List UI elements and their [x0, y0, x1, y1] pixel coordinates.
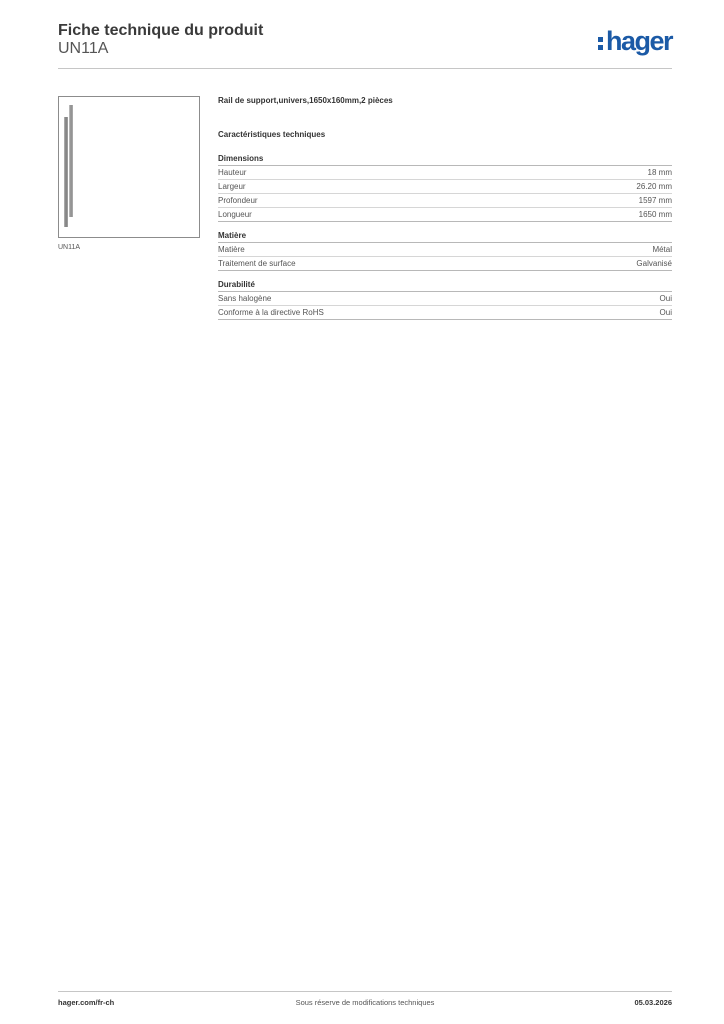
- spec-value: 1597 mm: [638, 196, 672, 205]
- spec-label: Traitement de surface: [218, 259, 296, 268]
- spec-row: [218, 243, 672, 257]
- footer-date: 05.03.2026: [634, 998, 672, 1007]
- spec-row: [218, 257, 672, 271]
- spec-label: Matière: [218, 245, 245, 254]
- spec-label: Longueur: [218, 210, 252, 219]
- header-divider: [58, 68, 672, 69]
- footer-disclaimer: Sous réserve de modifications techniques: [295, 998, 435, 1007]
- spec-row: [218, 166, 672, 180]
- spec-value: 1650 mm: [638, 210, 672, 219]
- logo-text: hager: [605, 26, 672, 56]
- spec-row: [218, 208, 672, 222]
- page-header: [58, 20, 672, 70]
- spec-value: Galvanisé: [636, 259, 672, 268]
- image-caption: UN11A: [58, 244, 81, 251]
- spec-label: Conforme à la directive RoHS: [218, 308, 324, 317]
- product-image: [58, 96, 200, 238]
- rail-icon: [64, 117, 68, 227]
- page-footer: [58, 998, 672, 1010]
- footer-website-link[interactable]: hager.com/fr-ch: [58, 998, 115, 1007]
- product-reference: UN11A: [58, 40, 109, 57]
- spec-content: [218, 96, 672, 329]
- hager-logo[interactable]: [598, 28, 672, 55]
- spec-group-material: [218, 231, 672, 271]
- spec-label: Sans halogène: [218, 294, 272, 303]
- spec-row: [218, 194, 672, 208]
- spec-label: Profondeur: [218, 196, 258, 205]
- rail-icon: [69, 105, 73, 217]
- spec-value: Oui: [659, 294, 672, 303]
- spec-value: Métal: [652, 245, 672, 254]
- group-heading: Matière: [218, 231, 672, 243]
- spec-value: Oui: [659, 308, 672, 317]
- group-heading: Durabilité: [218, 280, 672, 292]
- spec-row: [218, 180, 672, 194]
- technical-characteristics-heading: Caractéristiques techniques: [218, 130, 326, 139]
- spec-group-durability: [218, 280, 672, 320]
- spec-value: 18 mm: [647, 168, 672, 177]
- spec-label: Largeur: [218, 182, 246, 191]
- spec-row: [218, 292, 672, 306]
- spec-row: [218, 306, 672, 320]
- product-description: Rail de support,univers,1650x160mm,2 pièces: [218, 96, 393, 105]
- footer-divider: [58, 991, 672, 992]
- group-heading: Dimensions: [218, 154, 672, 166]
- spec-value: 26.20 mm: [636, 182, 672, 191]
- document-title: Fiche technique du produit: [58, 22, 264, 39]
- spec-label: Hauteur: [218, 168, 247, 177]
- spec-group-dimensions: [218, 154, 672, 222]
- logo-dots-icon: [598, 31, 604, 51]
